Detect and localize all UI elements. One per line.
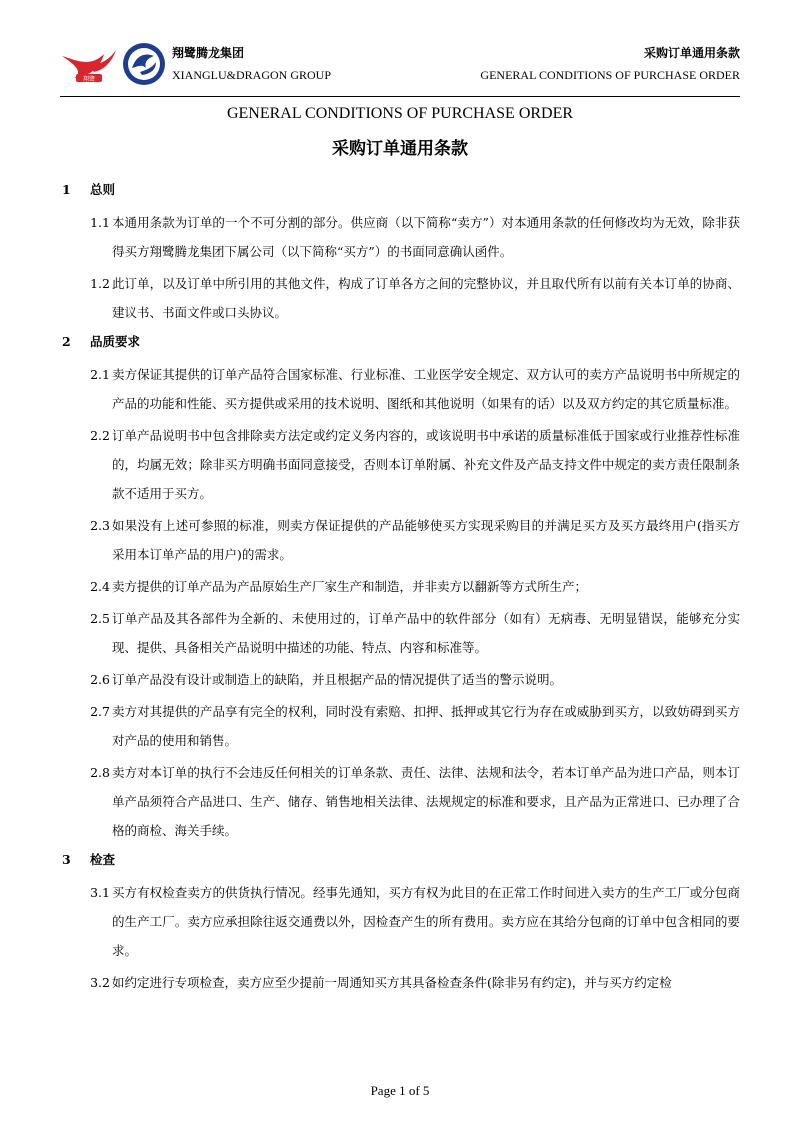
clause [62, 604, 742, 662]
header-divider [60, 96, 740, 97]
company-logo-bird-icon [60, 46, 118, 84]
document-title-cn: 采购订单通用条款 [332, 139, 468, 159]
section-heading [62, 848, 742, 872]
document-title-en: GENERAL CONDITIONS OF PURCHASE ORDER [226, 105, 574, 122]
clause-text: 订单产品说明书中包含排除卖方法定或约定义务内容的，或该说明书中承诺的质量标准低于国家或行业推荐性标准的，均属无效；除非买方明确书面同意接受，否则本订单附属、补充文件及产品支持文件中规定的卖方责任限制条款不适用于买方。 [112, 428, 740, 501]
svg-text:翔鹭: 翔鹭 [82, 76, 96, 83]
clause-text: 订单产品及其各部件为全新的、未使用过的，订单产品中的软件部分（如有）无病毒、无明显错误，能够充分实现、提供、具备相关产品说明中描述的功能、特点、内容和标准等。 [112, 611, 740, 655]
clause-number: 2.1 [90, 367, 110, 382]
clause-number: 2.4 [90, 579, 110, 594]
section-title: 检查 [90, 852, 116, 867]
clause-number: 1.2 [90, 276, 110, 291]
clause-text: 订单产品没有设计或制造上的缺陷，并且根据产品的情况提供了适当的警示说明。 [112, 672, 563, 687]
clause-number: 3.1 [90, 885, 110, 900]
clause-number: 1.1 [90, 215, 110, 230]
clause [62, 360, 742, 418]
clause [62, 208, 742, 266]
page-number: Page 1 of 5 [370, 1083, 430, 1098]
clause-number: 2.7 [90, 704, 110, 719]
clause-text: 此订单，以及订单中所引用的其他文件，构成了订单各方之间的完整协议，并且取代所有以前有关本订单的协商、建议书、书面文件或口头协议。 [112, 276, 740, 320]
document-body [62, 178, 742, 1000]
header-doc-title-en: GENERAL CONDITIONS OF PURCHASE ORDER [480, 68, 740, 82]
company-logo-dragon-icon [122, 42, 166, 86]
clause [62, 269, 742, 327]
company-name-en: XIANGLU&DRAGON GROUP [172, 68, 331, 82]
company-name-cn: 翔鹭腾龙集团 [172, 46, 245, 60]
clause-text: 卖方提供的订单产品为产品原始生产厂家生产和制造，并非卖方以翻新等方式所生产； [112, 579, 588, 594]
clause [62, 758, 742, 845]
clause [62, 665, 742, 694]
page-header [60, 38, 740, 98]
clause [62, 421, 742, 508]
clause [62, 697, 742, 755]
clause-text: 如果没有上述可参照的标准，则卖方保证提供的产品能够使买方实现采购目的并满足买方及买方最终用户(指买方采用本订单产品的用户)的需求。 [112, 518, 740, 562]
clause-number: 2.2 [90, 428, 110, 443]
clause [62, 968, 742, 997]
clause-number: 2.3 [90, 518, 110, 533]
section-title: 总则 [90, 182, 116, 197]
clause-number: 2.5 [90, 611, 110, 626]
clause [62, 878, 742, 965]
clause-text: 本通用条款为订单的一个不可分割的部分。供应商（以下简称“卖方”）对本通用条款的任何修改均为无效，除非获得买方翔鹭腾龙集团下属公司（以下简称“买方”）的书面同意确认函件。 [112, 215, 740, 259]
clause-text: 买方有权检查卖方的供货执行情况。经事先通知，买方有权为此目的在正常工作时间进入卖方的生产工厂或分包商的生产工厂。卖方应承担除往返交通费以外，因检查产生的所有费用。卖方应在其给分包商的订单中包含相同的要求。 [112, 885, 740, 958]
clause [62, 572, 742, 601]
clause-text: 卖方对其提供的产品享有完全的权利，同时没有索赔、扣押、抵押或其它行为存在或威胁到买方，以致妨碍到买方对产品的使用和销售。 [112, 704, 740, 748]
clause [62, 511, 742, 569]
clause-number: 3.2 [90, 975, 110, 990]
header-doc-title-cn: 采购订单通用条款 [643, 46, 740, 60]
clause-number: 2.6 [90, 672, 110, 687]
section-number: 3 [62, 852, 71, 867]
clause-text: 卖方对本订单的执行不会违反任何相关的订单条款、责任、法律、法规和法令，若本订单产品为进口产品，则本订单产品须符合产品进口、生产、储存、销售地相关法律、法规规定的标准和要求，且产品为正常进口、已办理了合格的商检、海关手续。 [112, 765, 740, 838]
clause-text: 卖方保证其提供的订单产品符合国家标准、行业标准、工业医学安全规定、双方认可的卖方产品说明书中所规定的产品的功能和性能、买方提供或采用的技术说明、图纸和其他说明（如果有的话）以及双方约定的其它质量标准。 [112, 367, 740, 411]
section-number: 2 [62, 334, 71, 349]
section-heading [62, 178, 742, 202]
clause-number: 2.8 [90, 765, 110, 780]
section-title: 品质要求 [90, 334, 141, 349]
clause-text: 如约定进行专项检查，卖方应至少提前一周通知买方其具备检查条件(除非另有约定)，并与买方约定检 [112, 975, 672, 990]
section-number: 1 [62, 182, 71, 197]
section-heading [62, 330, 742, 354]
